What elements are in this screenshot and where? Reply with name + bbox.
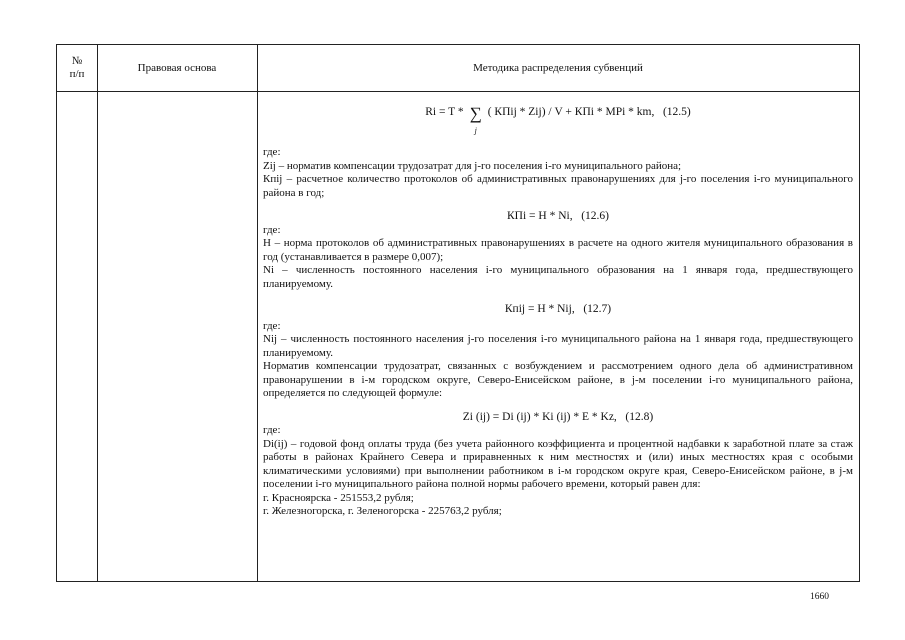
formula-12-6: КПi = H * Ni, (12.6) — [507, 210, 609, 222]
header-legal-basis-label: Правовая основа — [137, 61, 217, 74]
krasnoyarsk-value: г. Красноярска - 251553,2 рубля; — [263, 491, 414, 504]
sum-sign: ∑ — [469, 104, 482, 123]
header-num-label: № п/п — [69, 55, 85, 80]
formula-12-8: Zi (ij) = Di (ij) * Ki (ij) * E * Kz, (12.8) — [462, 410, 654, 423]
sum-index: j — [474, 126, 477, 135]
where-label: где: — [263, 319, 281, 332]
where-label: где: — [263, 223, 281, 236]
methodology-cell — [263, 92, 853, 519]
distribution-table — [56, 44, 860, 582]
formula-12-5-left: Ri = T * — [425, 106, 464, 118]
column-divider — [97, 45, 98, 581]
norm-paragraph: Норматив компенсации трудозатрат, связанных с возбуждением и рассмотрением одного дела об административном правонарушении в i-м городском округе, Северо-Енисейском районе, в j-м поселении i-го муниципального района, определяется по следующей формуле: — [263, 360, 853, 399]
h-definition: Н – норма протоколов об административных правонарушениях в расчете на одного жителя муниципального образования в год (устанавливается в размере 0,007); — [263, 237, 853, 263]
zheleznogorsk-value: г. Железногорска, г. Зеленогорска - 225763,2 рубля; — [263, 505, 502, 517]
ni-definition: Ni – численность постоянного населения i-го муниципального образования на 1 января года, предшествующего планируемому. — [263, 264, 853, 290]
dij-definition: Di(ij) – годовой фонд оплаты труда (без учета районного коэффициента и процентной надбавки к заработной плате за стаж работы в районах Крайнего Севера и приравненных к ним местностях и (или) иных местностях края с особыми климатическими условиями) при выполнении работником в i-м городском округе края, Северо-Енисейском районе, в j-м поселении i-го муниципального района полной нормы рабочего времени, который равен для: — [263, 437, 853, 490]
nij-definition: Nij – численность постоянного населения j-го поселения i-го муниципального района на 1 января года, предшествующего планируемому. — [263, 333, 853, 359]
formula-12-5 — [263, 106, 853, 146]
where-label: где: — [263, 146, 281, 158]
sum-symbol — [469, 104, 482, 135]
page-number: 1660 — [810, 592, 829, 602]
where-label: где: — [263, 424, 281, 436]
header-methodology — [257, 45, 859, 91]
formula-12-5-right: ( КПij * Zij) / V + КПi * MPi * km, (12.5) — [487, 106, 691, 118]
zij-definition: Zij – норматив компенсации трудозатрат для j-го поселения i-го муниципального района; — [263, 159, 682, 172]
formula-12-7: Кпij = H * Nij, (12.7) — [504, 303, 612, 315]
header-methodology-label: Методика распределения субвенций — [473, 61, 643, 74]
header-num — [57, 45, 97, 91]
kpij-definition: Кпij – расчетное количество протоколов об административных правонарушениях для j-го поселения i-го муниципального района в год; — [263, 173, 853, 199]
header-legal-basis — [97, 45, 257, 91]
column-divider — [257, 45, 258, 581]
